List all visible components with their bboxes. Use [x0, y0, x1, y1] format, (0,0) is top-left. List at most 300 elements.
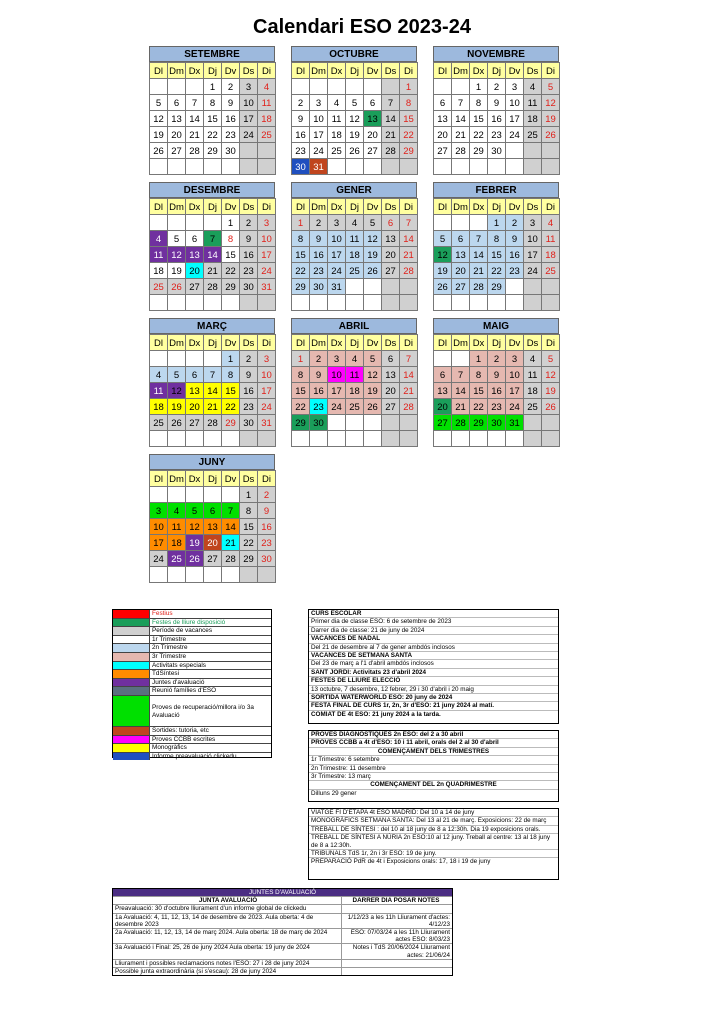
day-cell: 2 [309, 350, 328, 367]
evaluation-board-cell: 2a Avaluació: 11, 12, 13, 14 de març 2024. Aula oberta: 18 de març de 2024 [113, 929, 342, 943]
empty-cell [505, 294, 524, 311]
empty-cell [167, 350, 186, 367]
day-cell: 7 [399, 350, 418, 367]
day-cell: 2 [257, 486, 276, 503]
empty-cell [487, 294, 506, 311]
empty-cell [291, 294, 310, 311]
day-cell: 25 [541, 262, 560, 279]
empty-cell [167, 566, 186, 583]
day-cell: 25 [149, 278, 168, 295]
day-cell: 10 [327, 230, 346, 247]
day-cell: 3 [257, 214, 276, 231]
day-cell: 4 [345, 214, 364, 231]
weekday-header: Dl [433, 62, 452, 79]
day-cell: 7 [451, 94, 470, 111]
day-cell: 10 [327, 366, 346, 383]
day-cell: 28 [221, 550, 240, 567]
empty-cell [167, 158, 186, 175]
weekday-header: Dx [469, 334, 488, 351]
day-cell: 27 [381, 262, 400, 279]
empty-cell [185, 486, 204, 503]
day-cell: 6 [363, 94, 382, 111]
day-cell: 8 [203, 94, 222, 111]
info-line: COMENÇAMENT DEL 2n QUADRIMESTRE [309, 781, 558, 789]
day-cell: 10 [309, 110, 328, 127]
empty-cell [203, 566, 222, 583]
day-cell: 9 [221, 94, 240, 111]
empty-cell [399, 414, 418, 431]
day-cell: 7 [203, 366, 222, 383]
empty-cell [433, 294, 452, 311]
day-cell: 5 [541, 350, 560, 367]
last-day-cell: Notes i TdS 20/06/2024 Lliurament actes: 21/06/24 [352, 944, 450, 959]
legend-label: Festius [152, 610, 173, 617]
day-cell: 19 [149, 126, 168, 143]
empty-cell [291, 78, 310, 95]
weekday-header: Dx [469, 198, 488, 215]
day-cell: 12 [433, 246, 452, 263]
day-cell: 1 [291, 350, 310, 367]
empty-cell [381, 430, 400, 447]
empty-cell [149, 430, 168, 447]
day-cell: 17 [523, 246, 542, 263]
weekday-header: Di [399, 334, 418, 351]
day-cell: 30 [239, 278, 258, 295]
day-cell: 1 [221, 350, 240, 367]
day-cell: 9 [487, 94, 506, 111]
day-cell: 13 [203, 518, 222, 535]
month-name: DESEMBRE [149, 182, 275, 198]
tests-and-terms-info [308, 730, 559, 802]
day-cell: 28 [203, 414, 222, 431]
day-cell: 7 [185, 94, 204, 111]
day-cell: 18 [327, 126, 346, 143]
weekday-header: Dm [167, 62, 186, 79]
day-cell: 9 [505, 230, 524, 247]
legend-row [113, 736, 271, 745]
day-cell: 16 [505, 246, 524, 263]
day-cell: 26 [167, 414, 186, 431]
day-cell: 26 [541, 126, 560, 143]
day-cell: 5 [541, 78, 560, 95]
day-cell: 24 [309, 142, 328, 159]
day-cell: 21 [203, 262, 222, 279]
day-cell: 22 [487, 262, 506, 279]
empty-cell [203, 214, 222, 231]
day-cell: 8 [291, 366, 310, 383]
weekday-header: Dv [363, 62, 382, 79]
day-cell: 16 [309, 246, 328, 263]
empty-cell [203, 294, 222, 311]
day-cell: 23 [309, 398, 328, 415]
day-cell: 1 [239, 486, 258, 503]
day-cell: 27 [203, 550, 222, 567]
weekday-header: Dl [149, 334, 168, 351]
day-cell: 6 [167, 94, 186, 111]
day-cell: 18 [523, 382, 542, 399]
legend-row [113, 744, 271, 753]
weekday-header: Ds [381, 62, 400, 79]
weekday-header: Dl [433, 198, 452, 215]
day-cell: 3 [149, 502, 168, 519]
info-line: MONOGRÀFICS SETMANA SANTA: Del 13 al 21 de març. Exposicions: 22 de març [309, 817, 558, 825]
day-cell: 20 [451, 262, 470, 279]
day-cell: 3 [505, 350, 524, 367]
weekday-header: Dj [203, 198, 222, 215]
empty-cell [505, 158, 524, 175]
evaluation-board-cell: Lliurament i possibles reclamacions notes l'ESO: 27 i 28 de juny 2024 [113, 960, 342, 967]
month-novembre [433, 46, 559, 174]
weekday-header: Dl [291, 198, 310, 215]
empty-cell [345, 414, 364, 431]
info-line: 13 octubre, 7 desembre, 12 febrer, 29 i 30 d'abril i 20 maig [309, 686, 558, 694]
day-cell: 24 [327, 262, 346, 279]
day-cell: 22 [221, 262, 240, 279]
day-cell: 15 [203, 110, 222, 127]
weekday-header: Dv [221, 470, 240, 487]
day-cell: 8 [487, 230, 506, 247]
day-cell: 22 [239, 534, 258, 551]
empty-cell [345, 158, 364, 175]
empty-cell [381, 294, 400, 311]
day-cell: 19 [363, 382, 382, 399]
info-line: PREPARACIÓ PdR de 4t i Exposicions orals: 17, 18 i 19 de juny [311, 858, 491, 866]
weekday-header: Dv [221, 198, 240, 215]
day-cell: 8 [469, 366, 488, 383]
empty-cell [167, 486, 186, 503]
weekday-header: Dm [451, 198, 470, 215]
day-cell: 31 [309, 158, 328, 175]
legend-row [113, 636, 271, 645]
day-cell: 11 [541, 230, 560, 247]
empty-cell [203, 486, 222, 503]
day-cell: 27 [451, 278, 470, 295]
day-cell: 26 [345, 142, 364, 159]
legend-swatch [113, 670, 150, 678]
month-febrer [433, 182, 559, 310]
evaluation-row [113, 913, 452, 928]
day-cell: 22 [221, 398, 240, 415]
day-cell: 24 [257, 398, 276, 415]
day-cell: 2 [239, 350, 258, 367]
info-line: FESTA FINAL DE CURS 1r, 2n, 3r d'ESO: 21 juny 2024 al matí. [309, 702, 558, 710]
month-octubre [291, 46, 417, 174]
weekday-header: Dv [505, 198, 524, 215]
day-cell: 8 [221, 230, 240, 247]
day-cell: 30 [291, 158, 310, 175]
day-cell: 19 [185, 534, 204, 551]
day-cell: 28 [451, 142, 470, 159]
empty-cell [399, 158, 418, 175]
empty-cell [345, 294, 364, 311]
weekday-header: Dx [327, 62, 346, 79]
day-cell: 4 [257, 78, 276, 95]
weekday-header: Dx [185, 62, 204, 79]
day-cell: 4 [149, 366, 168, 383]
empty-cell [309, 294, 328, 311]
empty-cell [221, 430, 240, 447]
day-cell: 3 [327, 350, 346, 367]
day-cell: 19 [167, 398, 186, 415]
legend-label: Informe preavaluació clickedu [152, 752, 237, 760]
day-cell: 4 [345, 350, 364, 367]
weekday-header: Dv [505, 334, 524, 351]
month-name: MAIG [433, 318, 559, 334]
legend-row [113, 679, 271, 688]
day-cell: 20 [203, 534, 222, 551]
day-cell: 13 [185, 382, 204, 399]
weekday-header: Dm [167, 334, 186, 351]
empty-cell [327, 294, 346, 311]
day-cell: 30 [257, 550, 276, 567]
day-cell: 20 [433, 398, 452, 415]
day-cell: 24 [239, 126, 258, 143]
empty-cell [149, 294, 168, 311]
day-cell: 27 [185, 414, 204, 431]
day-cell: 18 [345, 382, 364, 399]
weekday-header: Dv [363, 198, 382, 215]
legend-label: TdSíntesi [152, 670, 179, 678]
empty-cell [149, 350, 168, 367]
day-cell: 18 [523, 110, 542, 127]
month-abril [291, 318, 417, 446]
weekday-header: Ds [239, 470, 258, 487]
day-cell: 3 [505, 78, 524, 95]
empty-cell [451, 78, 470, 95]
empty-cell [221, 486, 240, 503]
day-cell: 26 [167, 278, 186, 295]
day-cell: 22 [203, 126, 222, 143]
empty-cell [167, 430, 186, 447]
empty-cell [541, 278, 560, 295]
month-name: GENER [291, 182, 417, 198]
day-cell: 2 [487, 78, 506, 95]
empty-cell [487, 430, 506, 447]
month-desembre [149, 182, 275, 310]
day-cell: 31 [505, 414, 524, 431]
empty-cell [327, 414, 346, 431]
month-març [149, 318, 275, 446]
legend-swatch [113, 610, 150, 618]
info-line: SORTIDA WATERWORLD ESO: 20 juny de 2024 [309, 694, 558, 702]
weekday-header: Dv [505, 62, 524, 79]
legend-label: Reunió famílies d'ESO [152, 687, 217, 695]
day-cell: 15 [221, 246, 240, 263]
weekday-header: Dx [327, 334, 346, 351]
day-cell: 29 [221, 414, 240, 431]
legend-row [113, 696, 271, 727]
day-cell: 30 [221, 142, 240, 159]
empty-cell [167, 294, 186, 311]
weekday-header: Dv [363, 334, 382, 351]
weekday-header: Dl [149, 198, 168, 215]
day-cell: 19 [167, 262, 186, 279]
day-cell: 27 [433, 414, 452, 431]
legend-label: Proves de recuperació/millora i/o 3a Avaluació [152, 703, 254, 719]
day-cell: 3 [309, 94, 328, 111]
day-cell: 12 [167, 246, 186, 263]
empty-cell [541, 158, 560, 175]
empty-cell [239, 430, 258, 447]
day-cell: 28 [399, 398, 418, 415]
empty-cell [239, 158, 258, 175]
day-cell: 5 [149, 94, 168, 111]
day-cell: 17 [309, 126, 328, 143]
empty-cell [239, 142, 258, 159]
day-cell: 2 [309, 214, 328, 231]
weekday-header: Dm [451, 334, 470, 351]
weekday-header: Dm [167, 470, 186, 487]
empty-cell [399, 294, 418, 311]
day-cell: 4 [167, 502, 186, 519]
day-cell: 12 [541, 94, 560, 111]
day-cell: 16 [291, 126, 310, 143]
day-cell: 18 [345, 246, 364, 263]
month-name: SETEMBRE [149, 46, 275, 62]
day-cell: 30 [309, 414, 328, 431]
day-cell: 14 [399, 230, 418, 247]
day-cell: 8 [239, 502, 258, 519]
evaluation-row [113, 943, 452, 958]
info-line: 3r Trimestre: 13 març [309, 773, 558, 781]
day-cell: 5 [363, 350, 382, 367]
day-cell: 28 [469, 278, 488, 295]
day-cell: 13 [451, 246, 470, 263]
day-cell: 7 [399, 214, 418, 231]
day-cell: 22 [469, 126, 488, 143]
day-cell: 14 [451, 382, 470, 399]
weekday-header: Di [257, 334, 276, 351]
empty-cell [239, 566, 258, 583]
info-line: Del 21 de desembre al 7 de gener ambdós inclosos [309, 644, 558, 652]
day-cell: 17 [257, 246, 276, 263]
weekday-header: Di [541, 62, 560, 79]
empty-cell [257, 294, 276, 311]
empty-cell [309, 78, 328, 95]
evaluation-boards-title: JUNTES D'AVALUACIÓ [113, 889, 452, 896]
weekday-header: Dj [487, 62, 506, 79]
day-cell: 6 [203, 502, 222, 519]
month-name: OCTUBRE [291, 46, 417, 62]
evaluation-board-cell: Preavaluació: 30 d'octubre lliurament d'un informe global de clickedu [113, 905, 342, 912]
day-cell: 11 [149, 246, 168, 263]
empty-cell [399, 430, 418, 447]
empty-cell [433, 78, 452, 95]
legend-swatch [113, 744, 150, 752]
weekday-header: Dx [327, 198, 346, 215]
info-line: FESTES DE LLIURE ELECCIÓ [309, 677, 558, 685]
empty-cell [185, 78, 204, 95]
day-cell: 21 [203, 398, 222, 415]
day-cell: 14 [381, 110, 400, 127]
info-line: CURS ESCOLAR [309, 610, 558, 618]
day-cell: 28 [203, 278, 222, 295]
day-cell: 26 [185, 550, 204, 567]
day-cell: 1 [487, 214, 506, 231]
day-cell: 16 [309, 382, 328, 399]
info-line: Darrer dia de classe: 21 de juny de 2024 [309, 627, 558, 635]
day-cell: 6 [381, 350, 400, 367]
info-line: SANT JORDI: Activitats 23 d'abril 2024 [309, 669, 558, 677]
empty-cell [203, 158, 222, 175]
legend-swatch [113, 753, 150, 761]
empty-cell [469, 158, 488, 175]
day-cell: 2 [505, 214, 524, 231]
info-line: PROVES CCBB a 4t d'ESO: 10 i 11 abril, orals del 2 al 30 d'abril [309, 739, 558, 747]
empty-cell [505, 430, 524, 447]
empty-cell [167, 214, 186, 231]
empty-cell [221, 158, 240, 175]
day-cell: 31 [257, 278, 276, 295]
empty-cell [345, 278, 364, 295]
day-cell: 12 [149, 110, 168, 127]
empty-cell [523, 278, 542, 295]
day-cell: 13 [185, 246, 204, 263]
day-cell: 21 [381, 126, 400, 143]
day-cell: 15 [239, 518, 258, 535]
info-line: COMIAT DE 4t ESO: 21 juny 2024 a la tarda. [311, 710, 441, 718]
month-juny [149, 454, 275, 582]
month-name: JUNY [149, 454, 275, 470]
day-cell: 24 [505, 398, 524, 415]
day-cell: 9 [239, 366, 258, 383]
empty-cell [381, 158, 400, 175]
info-line: 2n Trimestre: 11 desembre [309, 765, 558, 773]
day-cell: 10 [239, 94, 258, 111]
day-cell: 15 [399, 110, 418, 127]
empty-cell [487, 158, 506, 175]
day-cell: 10 [523, 230, 542, 247]
day-cell: 9 [291, 110, 310, 127]
day-cell: 26 [149, 142, 168, 159]
day-cell: 14 [203, 382, 222, 399]
empty-cell [257, 566, 276, 583]
empty-cell [451, 158, 470, 175]
day-cell: 17 [327, 246, 346, 263]
evaluation-board-cell: 1a Avaluació: 4, 11, 12, 13, 14 de desembre de 2023. Aula oberta: 4 de desembre 2023 [113, 914, 342, 928]
day-cell: 23 [291, 142, 310, 159]
empty-cell [167, 78, 186, 95]
day-cell: 28 [381, 142, 400, 159]
weekday-header: Dl [291, 334, 310, 351]
day-cell: 15 [221, 382, 240, 399]
day-cell: 13 [381, 230, 400, 247]
day-cell: 8 [399, 94, 418, 111]
day-cell: 7 [221, 502, 240, 519]
day-cell: 25 [523, 398, 542, 415]
day-cell: 23 [309, 262, 328, 279]
day-cell: 2 [221, 78, 240, 95]
weekday-header: Dj [345, 198, 364, 215]
day-cell: 29 [487, 278, 506, 295]
weekday-header: Dv [221, 334, 240, 351]
day-cell: 18 [149, 262, 168, 279]
day-cell: 12 [345, 110, 364, 127]
day-cell: 29 [469, 414, 488, 431]
info-line: TRIBUNALS TdS 1r, 2n i 3r ESO: 19 de juny. [309, 850, 558, 858]
day-cell: 19 [433, 262, 452, 279]
day-cell: 5 [167, 366, 186, 383]
day-cell: 18 [541, 246, 560, 263]
day-cell: 6 [433, 366, 452, 383]
day-cell: 5 [363, 214, 382, 231]
day-cell: 11 [149, 382, 168, 399]
empty-cell [221, 294, 240, 311]
legend-row [113, 687, 271, 696]
legend-row [113, 753, 271, 761]
weekday-header: Dx [185, 198, 204, 215]
day-cell: 13 [167, 110, 186, 127]
